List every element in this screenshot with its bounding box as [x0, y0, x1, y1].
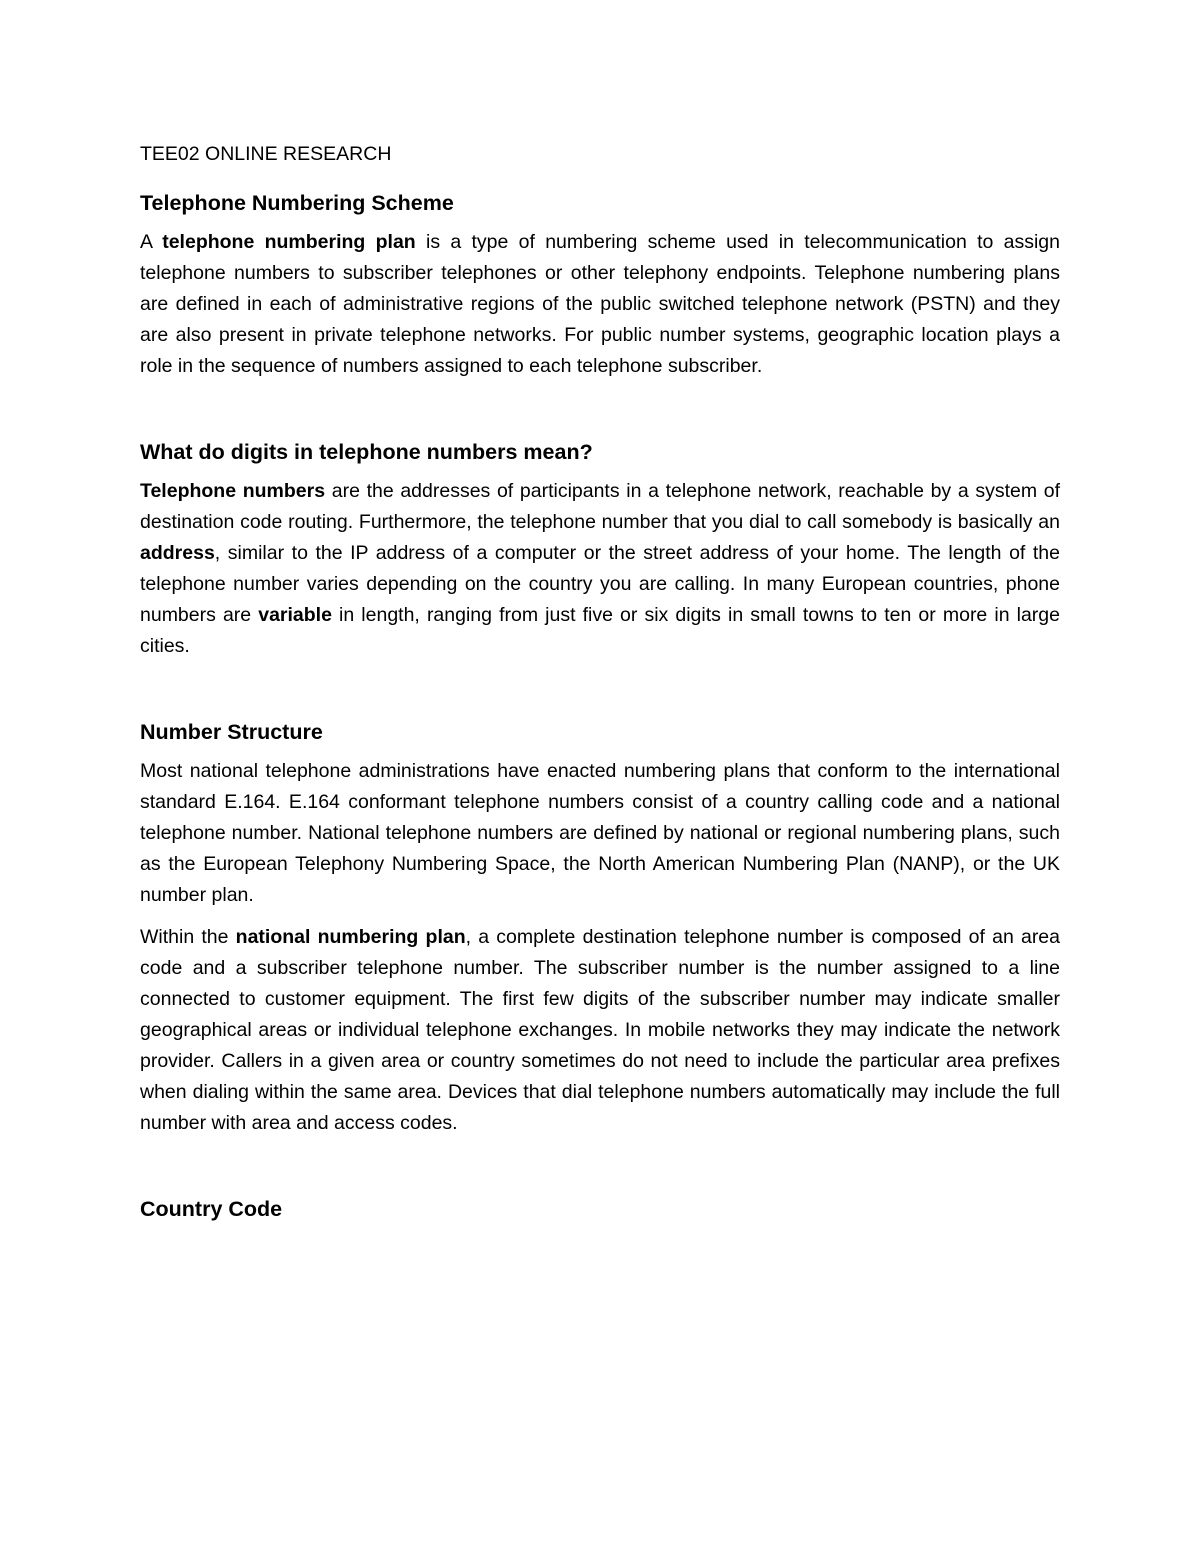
- document-title: TEE02 ONLINE RESEARCH: [140, 143, 392, 165]
- body-paragraph: Most national telephone administrations have enacted numbering plans that conform to the international standard E.164. E.164 conformant telephone numbers consist of a country calling code and a national telephone number. National telephone numbers are defined by national or regional numbering plans, such as the European Telephony Numbering Space, the North American Numbering Plan (NANP), or the UK number plan.: [140, 760, 1060, 906]
- section-spacer: [140, 382, 1060, 437]
- section-heading: Country Code: [140, 1197, 283, 1221]
- document-sections: [140, 188, 1060, 1224]
- section-heading: Number Structure: [140, 720, 323, 744]
- section-heading: What do digits in telephone numbers mean?: [140, 440, 593, 464]
- document-body: [140, 140, 1060, 1233]
- section-spacer: [140, 1139, 1060, 1194]
- body-paragraph: A telephone numbering plan is a type of numbering scheme used in telecommunication to assign telephone numbers to subscriber telephones or other telephony endpoints. Telephone numbering plans are defined in each of administrative regions of the public switched telephone network (PSTN) and they are also present in private telephone networks. For public number systems, geographic location plays a role in the sequence of numbers assigned to each telephone subscriber.: [140, 231, 1060, 377]
- bold-term: address: [140, 542, 215, 564]
- bold-term: Telephone numbers: [140, 480, 326, 502]
- body-paragraph: Telephone numbers are the addresses of participants in a telephone network, reachable by a system of destination code routing. Furthermore, the telephone number that you dial to call somebody is basically an address, similar to the IP address of a computer or the street address of your home. The length of the telephone number varies depending on the country you are calling. In many European countries, phone numbers are variable in length, ranging from just five or six digits in small towns to ten or more in large cities.: [140, 480, 1060, 657]
- bold-term: variable: [258, 604, 332, 626]
- bold-term: telephone numbering plan: [162, 231, 416, 253]
- section-spacer: [140, 662, 1060, 717]
- bold-term: national numbering plan: [235, 926, 466, 948]
- section-heading: Telephone Numbering Scheme: [140, 191, 454, 215]
- body-paragraph: Within the national numbering plan, a complete destination telephone number is composed of an area code and a subscriber telephone number. The subscriber number is the number assigned to a line connected to customer equipment. The first few digits of the subscriber number may indicate smaller geographical areas or individual telephone exchanges. In mobile networks they may indicate the network provider. Callers in a given area or country sometimes do not need to include the particular area prefixes when dialing within the same area. Devices that dial telephone numbers automatically may include the full number with area and access codes.: [140, 926, 1061, 1134]
